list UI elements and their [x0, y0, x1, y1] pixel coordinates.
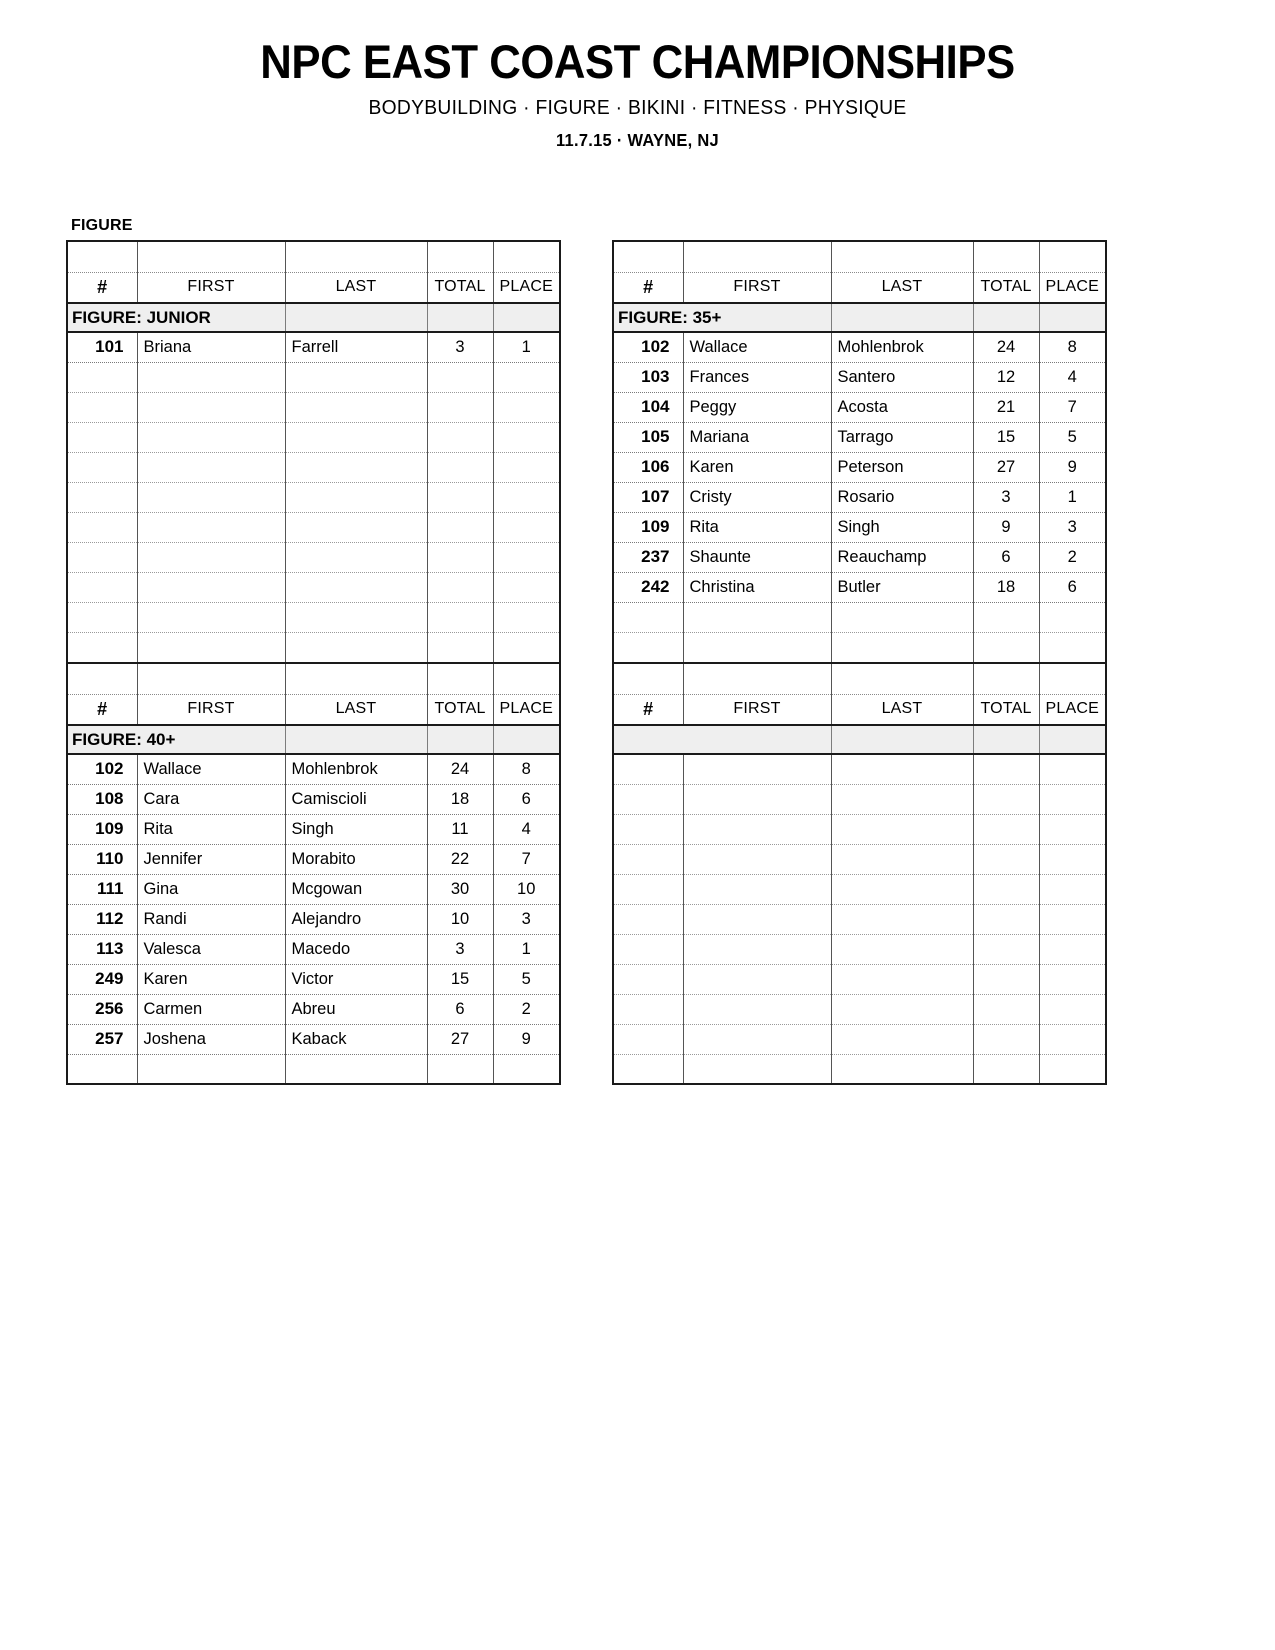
- cell-place: 4: [1039, 362, 1106, 392]
- table-header-row: [67, 694, 560, 725]
- cell-number: 256: [67, 994, 137, 1024]
- event-datetime: 11.7.15 · WAYNE, NJ: [556, 130, 719, 150]
- empty-row: [613, 934, 1106, 964]
- empty-row: [613, 994, 1106, 1024]
- section-title-row: [613, 303, 1106, 332]
- cell-number: 110: [67, 844, 137, 874]
- cell-number: 104: [613, 392, 683, 422]
- cell-first: Mariana: [683, 422, 831, 452]
- empty-row: [67, 572, 560, 602]
- cell-total: 6: [973, 542, 1039, 572]
- column-header-number: #: [67, 694, 137, 725]
- table-row[interactable]: [67, 934, 560, 964]
- empty-row: [613, 754, 1106, 784]
- cell-place: 8: [493, 754, 560, 784]
- cell-last: Peterson: [831, 452, 973, 482]
- cell-number: 105: [613, 422, 683, 452]
- cell-number: 108: [67, 784, 137, 814]
- cell-last: Mcgowan: [285, 874, 427, 904]
- cell-last: Reauchamp: [831, 542, 973, 572]
- empty-row: [613, 904, 1106, 934]
- empty-row: [67, 482, 560, 512]
- cell-last: Butler: [831, 572, 973, 602]
- cell-place: 9: [493, 1024, 560, 1054]
- section-title-row: [613, 725, 1106, 754]
- cell-place: 3: [493, 904, 560, 934]
- cell-last: Mohlenbrok: [831, 332, 973, 362]
- table-header-row: [613, 272, 1106, 303]
- table-row[interactable]: [613, 392, 1106, 422]
- column-header-first: FIRST: [137, 272, 285, 303]
- empty-row: [67, 602, 560, 632]
- cell-first: Valesca: [137, 934, 285, 964]
- table-row[interactable]: [613, 482, 1106, 512]
- cell-total: 24: [427, 754, 493, 784]
- cell-total: 30: [427, 874, 493, 904]
- cell-last: Morabito: [285, 844, 427, 874]
- column-header-total: TOTAL: [427, 694, 493, 725]
- cell-last: Singh: [285, 814, 427, 844]
- block-end-row: [613, 632, 1106, 663]
- cell-total: 22: [427, 844, 493, 874]
- empty-row: [67, 452, 560, 482]
- column-header-last: LAST: [831, 272, 973, 303]
- cell-total: 24: [973, 332, 1039, 362]
- cell-number: 103: [613, 362, 683, 392]
- cell-total: 27: [973, 452, 1039, 482]
- cell-last: Singh: [831, 512, 973, 542]
- cell-place: 1: [1039, 482, 1106, 512]
- cell-place: 7: [1039, 392, 1106, 422]
- section-title-row: [67, 725, 560, 754]
- division-label: FIGURE: [71, 217, 133, 234]
- table-row[interactable]: [613, 542, 1106, 572]
- empty-row: [613, 784, 1106, 814]
- empty-row: [67, 422, 560, 452]
- cell-first: Rita: [683, 512, 831, 542]
- column-header-place: PLACE: [1039, 694, 1106, 725]
- cell-total: 3: [973, 482, 1039, 512]
- table-spacer-row: [67, 663, 560, 694]
- column-header-total: TOTAL: [973, 694, 1039, 725]
- cell-total: 21: [973, 392, 1039, 422]
- cell-number: 101: [67, 332, 137, 362]
- section-title: FIGURE: JUNIOR: [67, 303, 285, 332]
- cell-total: 9: [973, 512, 1039, 542]
- cell-total: 3: [427, 934, 493, 964]
- cell-total: 18: [973, 572, 1039, 602]
- cell-place: 1: [493, 934, 560, 964]
- cell-last: Kaback: [285, 1024, 427, 1054]
- section-title: [613, 725, 831, 754]
- cell-first: Briana: [137, 332, 285, 362]
- cell-first: Karen: [137, 964, 285, 994]
- cell-first: Frances: [683, 362, 831, 392]
- empty-row: [613, 814, 1106, 844]
- table-row[interactable]: [67, 754, 560, 784]
- cell-place: 7: [493, 844, 560, 874]
- cell-last: Farrell: [285, 332, 427, 362]
- table-row[interactable]: [613, 422, 1106, 452]
- cell-number: 237: [613, 542, 683, 572]
- empty-row: [67, 512, 560, 542]
- cell-total: 15: [973, 422, 1039, 452]
- cell-first: Joshena: [137, 1024, 285, 1054]
- empty-row: [67, 362, 560, 392]
- column-header-last: LAST: [831, 694, 973, 725]
- results-table-right: [612, 240, 1107, 1085]
- cell-first: Karen: [683, 452, 831, 482]
- cell-place: 6: [1039, 572, 1106, 602]
- table-row[interactable]: [67, 1024, 560, 1054]
- cell-last: Victor: [285, 964, 427, 994]
- column-header-place: PLACE: [493, 694, 560, 725]
- table-row[interactable]: [67, 874, 560, 904]
- cell-last: Rosario: [831, 482, 973, 512]
- table-row[interactable]: [67, 994, 560, 1024]
- column-header-number: #: [613, 272, 683, 303]
- column-header-number: #: [613, 694, 683, 725]
- table-spacer-row: [613, 663, 1106, 694]
- event-title: NPC EAST COAST CHAMPIONSHIPS: [260, 35, 1015, 88]
- column-header-first: FIRST: [137, 694, 285, 725]
- empty-row: [613, 1024, 1106, 1054]
- cell-place: 5: [1039, 422, 1106, 452]
- cell-number: 249: [67, 964, 137, 994]
- table-row[interactable]: [67, 904, 560, 934]
- cell-total: 12: [973, 362, 1039, 392]
- cell-place: 9: [1039, 452, 1106, 482]
- column-header-last: LAST: [285, 272, 427, 303]
- cell-last: Camiscioli: [285, 784, 427, 814]
- empty-row: [613, 1054, 1106, 1084]
- cell-first: Shaunte: [683, 542, 831, 572]
- cell-first: Cara: [137, 784, 285, 814]
- cell-last: Macedo: [285, 934, 427, 964]
- cell-place: 2: [1039, 542, 1106, 572]
- cell-place: 5: [493, 964, 560, 994]
- column-header-total: TOTAL: [973, 272, 1039, 303]
- cell-place: 10: [493, 874, 560, 904]
- cell-place: 3: [1039, 512, 1106, 542]
- table-row[interactable]: [67, 814, 560, 844]
- column-header-total: TOTAL: [427, 272, 493, 303]
- block-end-row: [67, 632, 560, 663]
- event-subtitle: BODYBUILDING · FIGURE · BIKINI · FITNESS · PHYSIQUE: [368, 96, 907, 119]
- cell-first: Wallace: [683, 332, 831, 362]
- cell-first: Rita: [137, 814, 285, 844]
- table-spacer-row: [67, 241, 560, 272]
- table-row[interactable]: [613, 572, 1106, 602]
- empty-row: [613, 874, 1106, 904]
- cell-total: 18: [427, 784, 493, 814]
- table-row[interactable]: [67, 332, 560, 362]
- cell-number: 113: [67, 934, 137, 964]
- cell-first: Christina: [683, 572, 831, 602]
- empty-row: [613, 602, 1106, 632]
- cell-first: Randi: [137, 904, 285, 934]
- cell-total: 3: [427, 332, 493, 362]
- empty-row: [67, 542, 560, 572]
- cell-first: Gina: [137, 874, 285, 904]
- cell-total: 10: [427, 904, 493, 934]
- cell-number: 111: [67, 874, 137, 904]
- table-row[interactable]: [613, 452, 1106, 482]
- cell-number: 257: [67, 1024, 137, 1054]
- cell-number: 109: [67, 814, 137, 844]
- cell-total: 11: [427, 814, 493, 844]
- cell-number: 109: [613, 512, 683, 542]
- cell-place: 6: [493, 784, 560, 814]
- results-table-left: [66, 240, 561, 1085]
- column-header-first: FIRST: [683, 272, 831, 303]
- cell-last: Tarrago: [831, 422, 973, 452]
- table-row[interactable]: [67, 964, 560, 994]
- cell-total: 27: [427, 1024, 493, 1054]
- cell-first: Cristy: [683, 482, 831, 512]
- cell-last: Mohlenbrok: [285, 754, 427, 784]
- table-header-row: [67, 272, 560, 303]
- empty-row: [67, 392, 560, 422]
- column-header-place: PLACE: [1039, 272, 1106, 303]
- left-table-column: [66, 240, 561, 1085]
- column-header-number: #: [67, 272, 137, 303]
- cell-last: Acosta: [831, 392, 973, 422]
- cell-first: Jennifer: [137, 844, 285, 874]
- cell-first: Peggy: [683, 392, 831, 422]
- section-title-row: [67, 303, 560, 332]
- cell-last: Santero: [831, 362, 973, 392]
- right-table-column: [612, 240, 1107, 1085]
- table-row[interactable]: [67, 844, 560, 874]
- cell-total: 6: [427, 994, 493, 1024]
- cell-number: 106: [613, 452, 683, 482]
- table-row[interactable]: [613, 512, 1106, 542]
- column-header-last: LAST: [285, 694, 427, 725]
- empty-row: [613, 844, 1106, 874]
- cell-last: Abreu: [285, 994, 427, 1024]
- cell-place: 1: [493, 332, 560, 362]
- cell-first: Carmen: [137, 994, 285, 1024]
- column-header-first: FIRST: [683, 694, 831, 725]
- cell-number: 112: [67, 904, 137, 934]
- section-title: FIGURE: 40+: [67, 725, 285, 754]
- cell-number: 107: [613, 482, 683, 512]
- cell-last: Alejandro: [285, 904, 427, 934]
- table-row[interactable]: [613, 332, 1106, 362]
- cell-first: Wallace: [137, 754, 285, 784]
- cell-number: 102: [67, 754, 137, 784]
- section-title: FIGURE: 35+: [613, 303, 831, 332]
- empty-row: [613, 964, 1106, 994]
- cell-place: 4: [493, 814, 560, 844]
- event-header: [0, 0, 1275, 151]
- column-header-place: PLACE: [493, 272, 560, 303]
- cell-place: 2: [493, 994, 560, 1024]
- table-row[interactable]: [67, 784, 560, 814]
- empty-row: [67, 1054, 560, 1084]
- cell-number: 242: [613, 572, 683, 602]
- cell-place: 8: [1039, 332, 1106, 362]
- cell-number: 102: [613, 332, 683, 362]
- table-spacer-row: [613, 241, 1106, 272]
- table-header-row: [613, 694, 1106, 725]
- cell-total: 15: [427, 964, 493, 994]
- table-row[interactable]: [613, 362, 1106, 392]
